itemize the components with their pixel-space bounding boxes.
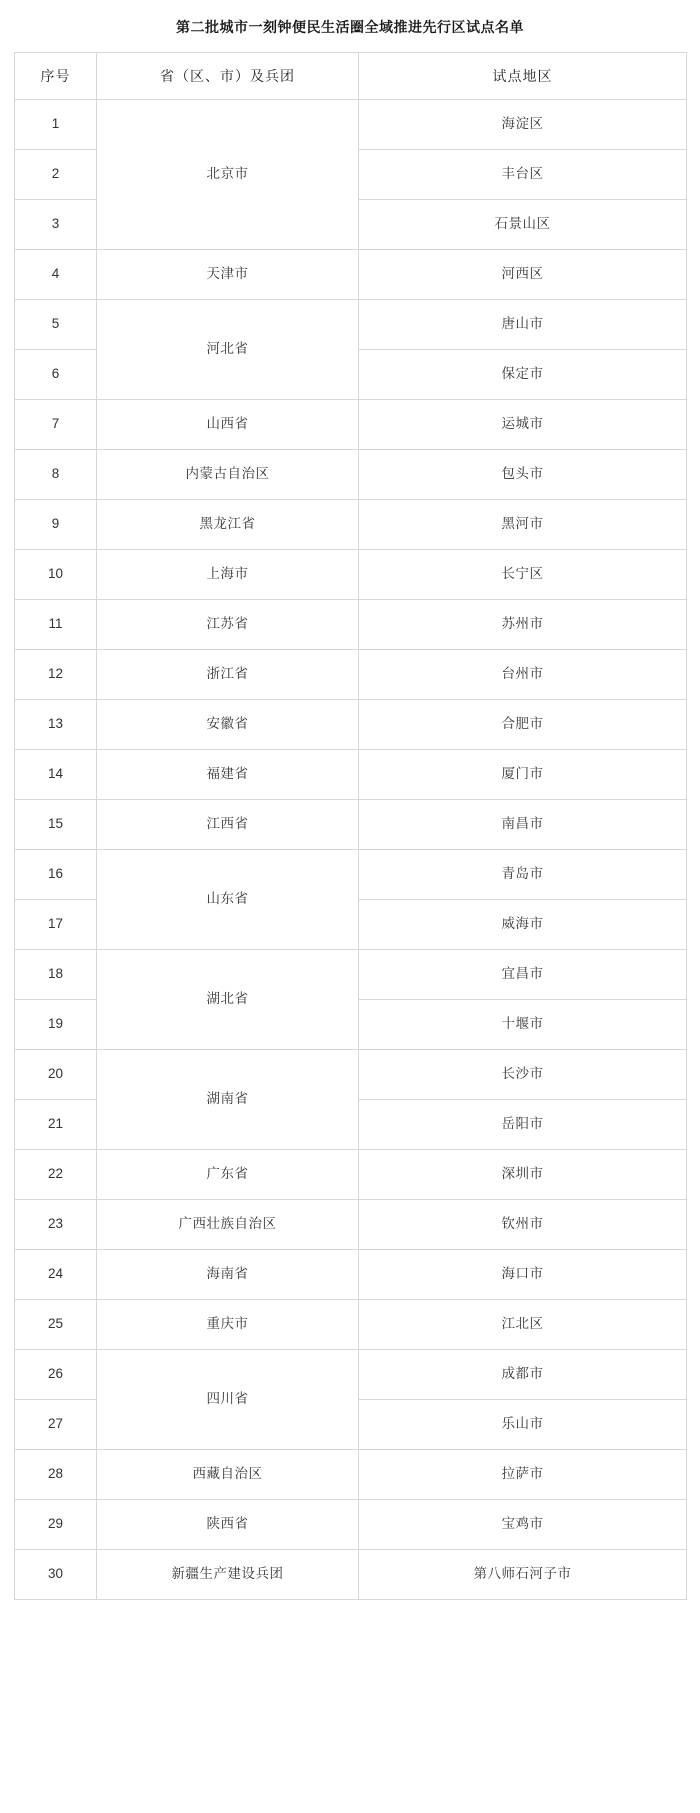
table-row xyxy=(15,299,687,349)
table-row xyxy=(15,1349,687,1399)
cell-province: 安徽省 xyxy=(97,699,359,749)
cell-province: 天津市 xyxy=(97,249,359,299)
cell-index: 26 xyxy=(15,1349,97,1399)
cell-province: 广西壮族自治区 xyxy=(97,1199,359,1249)
column-header-province: 省（区、市）及兵团 xyxy=(97,52,359,99)
cell-index: 23 xyxy=(15,1199,97,1249)
cell-area: 南昌市 xyxy=(359,799,687,849)
table-row xyxy=(15,1249,687,1299)
cell-province: 陕西省 xyxy=(97,1499,359,1549)
cell-area: 合肥市 xyxy=(359,699,687,749)
cell-area: 黑河市 xyxy=(359,499,687,549)
cell-province: 江西省 xyxy=(97,799,359,849)
cell-index: 17 xyxy=(15,899,97,949)
table-body xyxy=(15,99,687,1599)
cell-index: 24 xyxy=(15,1249,97,1299)
cell-area: 成都市 xyxy=(359,1349,687,1399)
cell-index: 2 xyxy=(15,149,97,199)
cell-index: 20 xyxy=(15,1049,97,1099)
cell-area: 宜昌市 xyxy=(359,949,687,999)
cell-index: 12 xyxy=(15,649,97,699)
cell-area: 乐山市 xyxy=(359,1399,687,1449)
cell-province: 北京市 xyxy=(97,99,359,249)
cell-province: 广东省 xyxy=(97,1149,359,1199)
table-row xyxy=(15,749,687,799)
table-header xyxy=(15,52,687,99)
cell-province: 海南省 xyxy=(97,1249,359,1299)
table-row xyxy=(15,799,687,849)
table-row xyxy=(15,399,687,449)
table-row xyxy=(15,1049,687,1099)
table-row xyxy=(15,1449,687,1499)
table-row xyxy=(15,1299,687,1349)
cell-index: 25 xyxy=(15,1299,97,1349)
cell-index: 19 xyxy=(15,999,97,1049)
table-row xyxy=(15,1549,687,1599)
cell-province: 山东省 xyxy=(97,849,359,949)
cell-index: 5 xyxy=(15,299,97,349)
cell-province: 河北省 xyxy=(97,299,359,399)
bottom-spacer xyxy=(14,1600,686,1612)
cell-area: 青岛市 xyxy=(359,849,687,899)
cell-index: 29 xyxy=(15,1499,97,1549)
table-row xyxy=(15,99,687,149)
cell-index: 27 xyxy=(15,1399,97,1449)
table-row xyxy=(15,249,687,299)
cell-index: 8 xyxy=(15,449,97,499)
cell-area: 包头市 xyxy=(359,449,687,499)
table-row xyxy=(15,1499,687,1549)
table-row xyxy=(15,499,687,549)
table-row xyxy=(15,699,687,749)
cell-area: 台州市 xyxy=(359,649,687,699)
table-row xyxy=(15,449,687,499)
cell-province: 湖北省 xyxy=(97,949,359,1049)
cell-province: 西藏自治区 xyxy=(97,1449,359,1499)
cell-index: 14 xyxy=(15,749,97,799)
cell-area: 长宁区 xyxy=(359,549,687,599)
cell-index: 1 xyxy=(15,99,97,149)
cell-province: 山西省 xyxy=(97,399,359,449)
cell-index: 11 xyxy=(15,599,97,649)
table-row xyxy=(15,1199,687,1249)
cell-index: 10 xyxy=(15,549,97,599)
cell-index: 13 xyxy=(15,699,97,749)
cell-index: 18 xyxy=(15,949,97,999)
cell-province: 江苏省 xyxy=(97,599,359,649)
cell-index: 15 xyxy=(15,799,97,849)
cell-area: 钦州市 xyxy=(359,1199,687,1249)
cell-area: 河西区 xyxy=(359,249,687,299)
cell-province: 内蒙古自治区 xyxy=(97,449,359,499)
cell-index: 9 xyxy=(15,499,97,549)
cell-area: 石景山区 xyxy=(359,199,687,249)
pilot-area-table xyxy=(14,52,687,1600)
cell-index: 4 xyxy=(15,249,97,299)
cell-province: 湖南省 xyxy=(97,1049,359,1149)
cell-province: 新疆生产建设兵团 xyxy=(97,1549,359,1599)
cell-area: 厦门市 xyxy=(359,749,687,799)
cell-area: 海口市 xyxy=(359,1249,687,1299)
page-title: 第二批城市一刻钟便民生活圈全域推进先行区试点名单 xyxy=(176,19,524,35)
column-header-area: 试点地区 xyxy=(359,52,687,99)
cell-area: 威海市 xyxy=(359,899,687,949)
cell-area: 长沙市 xyxy=(359,1049,687,1099)
cell-index: 28 xyxy=(15,1449,97,1499)
column-header-index: 序号 xyxy=(15,52,97,99)
cell-area: 深圳市 xyxy=(359,1149,687,1199)
table-row xyxy=(15,649,687,699)
cell-area: 运城市 xyxy=(359,399,687,449)
table-row xyxy=(15,849,687,899)
cell-province: 重庆市 xyxy=(97,1299,359,1349)
cell-province: 四川省 xyxy=(97,1349,359,1449)
cell-province: 福建省 xyxy=(97,749,359,799)
table-header-row xyxy=(15,52,687,99)
cell-area: 海淀区 xyxy=(359,99,687,149)
cell-province: 上海市 xyxy=(97,549,359,599)
cell-area: 江北区 xyxy=(359,1299,687,1349)
table-row xyxy=(15,549,687,599)
cell-index: 22 xyxy=(15,1149,97,1199)
table-row xyxy=(15,599,687,649)
cell-area: 唐山市 xyxy=(359,299,687,349)
cell-area: 苏州市 xyxy=(359,599,687,649)
table-row xyxy=(15,1149,687,1199)
cell-index: 16 xyxy=(15,849,97,899)
cell-area: 拉萨市 xyxy=(359,1449,687,1499)
cell-index: 30 xyxy=(15,1549,97,1599)
table-row xyxy=(15,949,687,999)
cell-province: 浙江省 xyxy=(97,649,359,699)
cell-index: 21 xyxy=(15,1099,97,1149)
cell-province: 黑龙江省 xyxy=(97,499,359,549)
cell-area: 丰台区 xyxy=(359,149,687,199)
cell-index: 6 xyxy=(15,349,97,399)
cell-area: 十堰市 xyxy=(359,999,687,1049)
cell-area: 第八师石河子市 xyxy=(359,1549,687,1599)
cell-area: 宝鸡市 xyxy=(359,1499,687,1549)
cell-area: 保定市 xyxy=(359,349,687,399)
cell-index: 7 xyxy=(15,399,97,449)
cell-area: 岳阳市 xyxy=(359,1099,687,1149)
cell-index: 3 xyxy=(15,199,97,249)
